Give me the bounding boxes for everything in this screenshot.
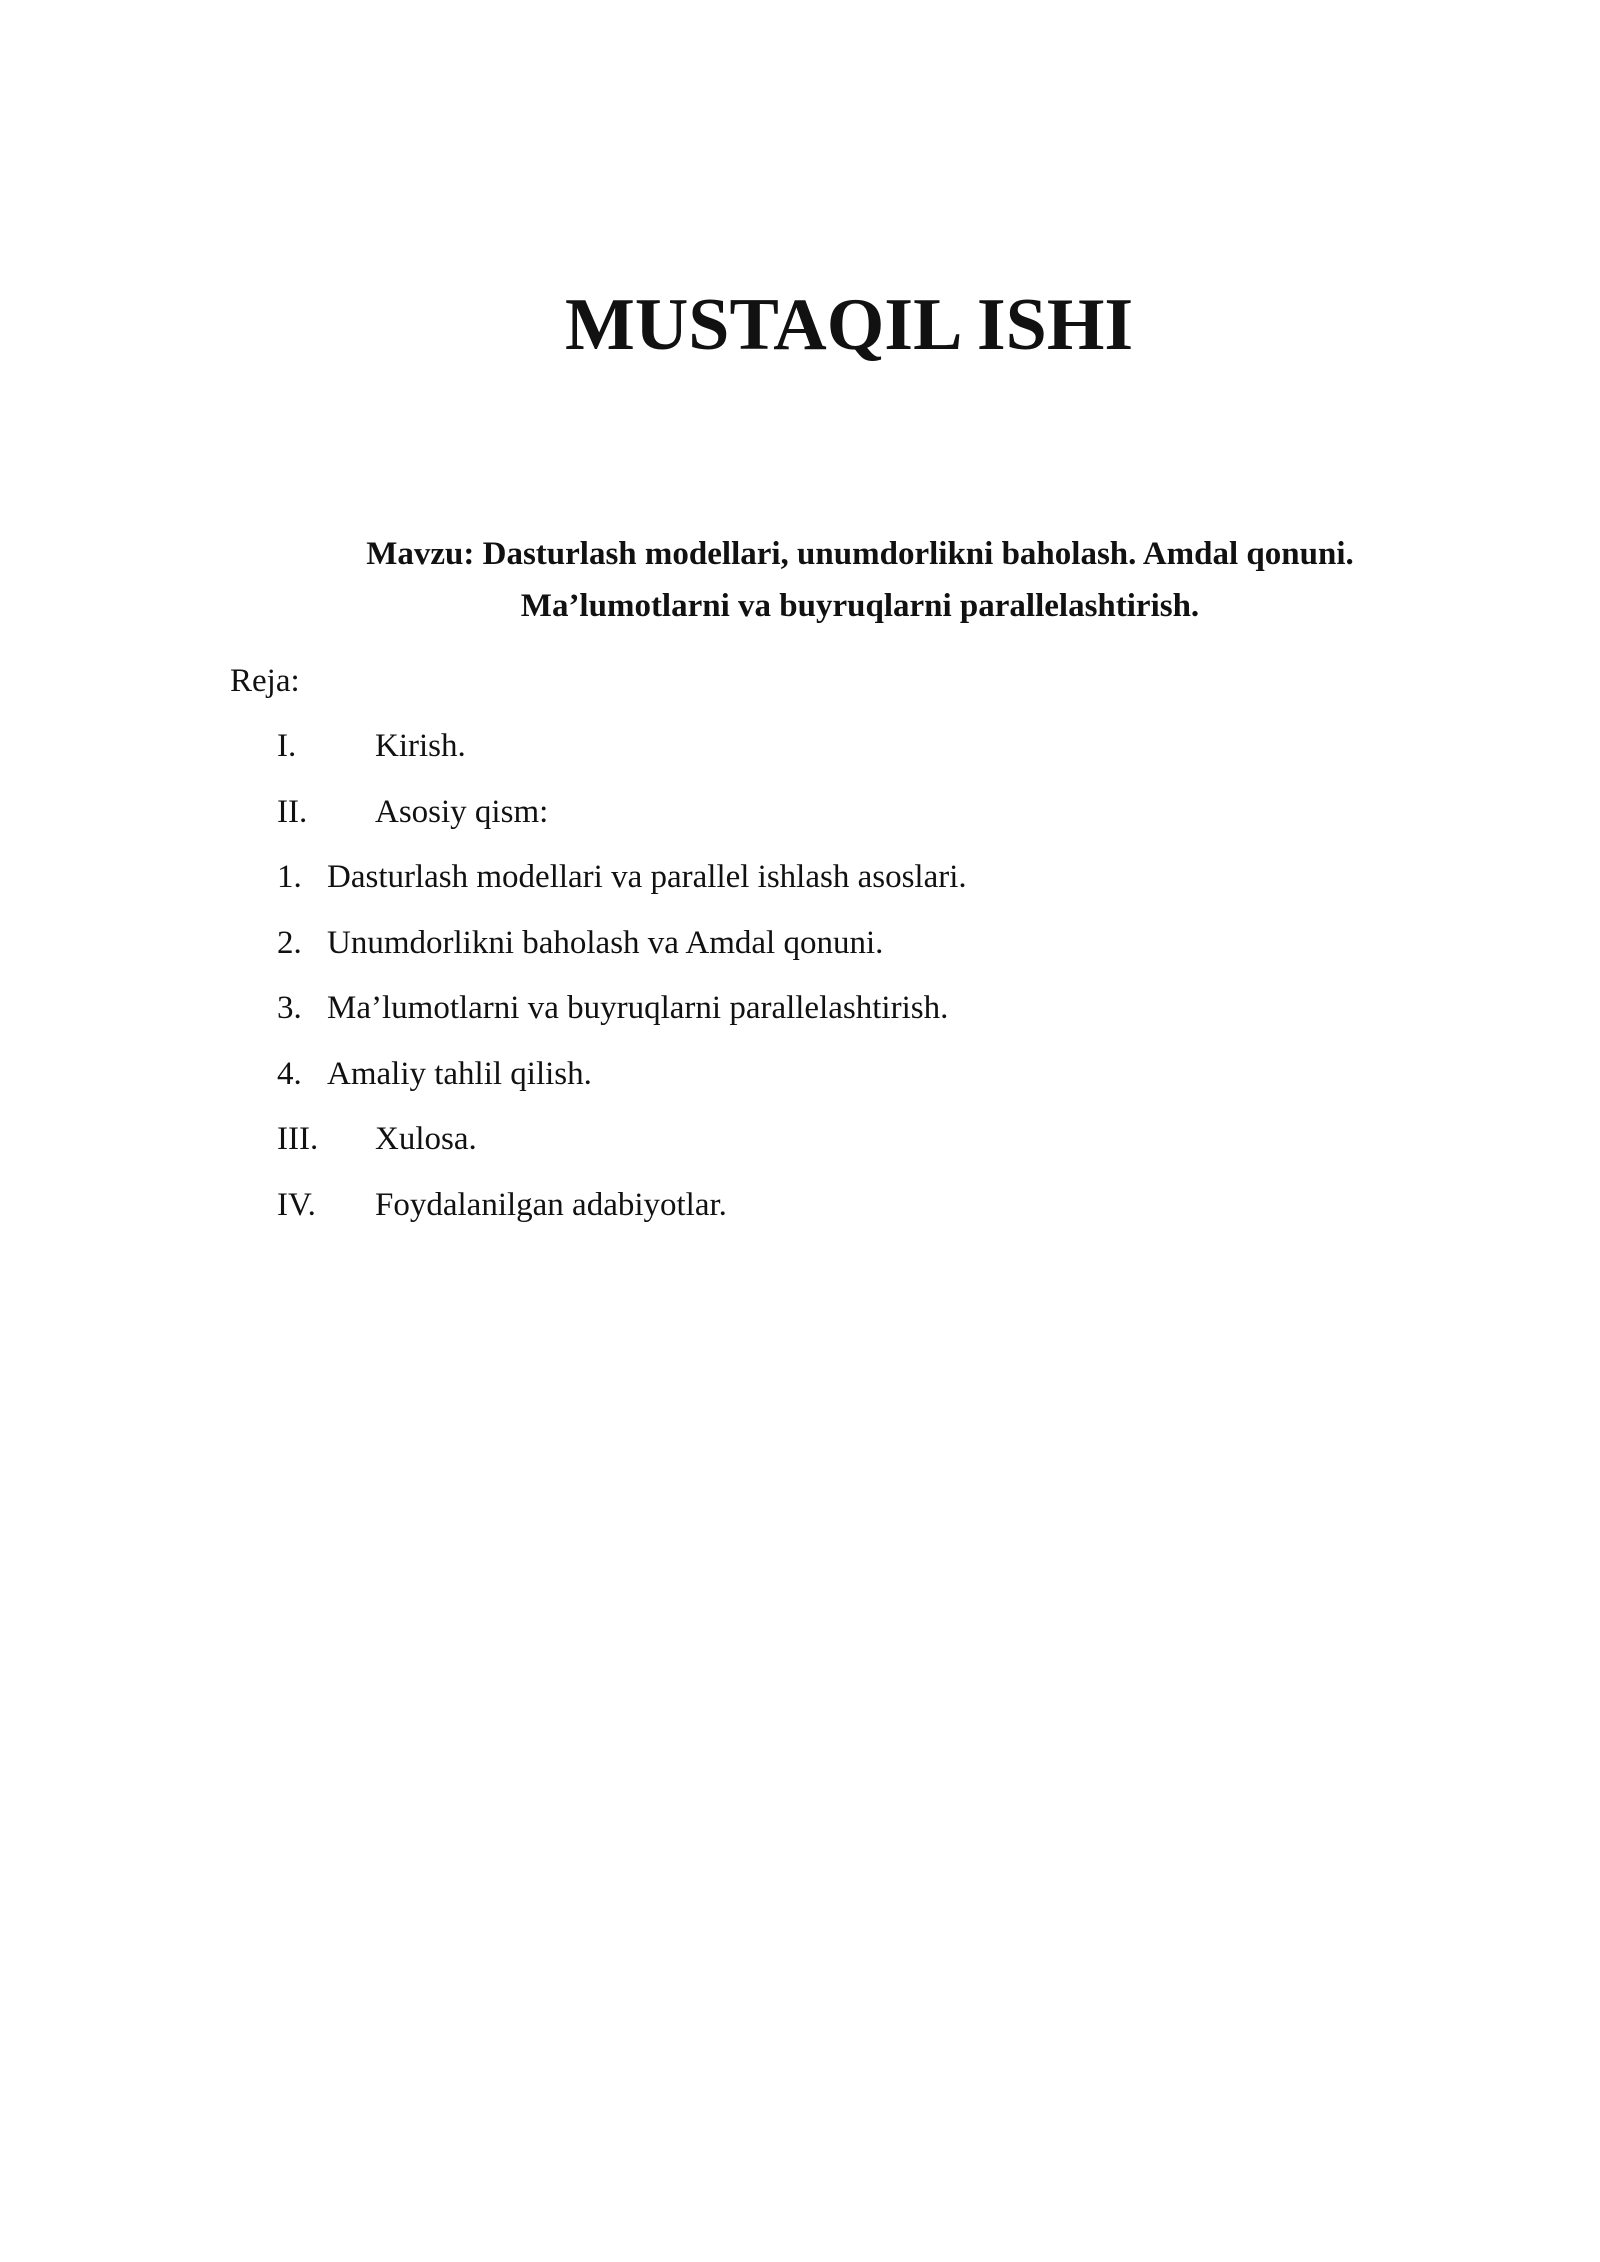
plan-item-number: 3. bbox=[277, 990, 302, 1026]
topic-heading bbox=[230, 528, 1490, 632]
plan-item-number: 4. bbox=[277, 1055, 302, 1092]
plan-item-number: III. bbox=[277, 1121, 319, 1157]
plan-item-number: II. bbox=[277, 793, 308, 830]
plan-item-number: IV. bbox=[277, 1186, 316, 1223]
plan-item-text: Amaliy tahlil qilish. bbox=[327, 1055, 592, 1092]
plan-item-number: 2. bbox=[277, 924, 302, 961]
plan-item-text: Xulosa. bbox=[375, 1121, 477, 1157]
topic-line-1: Mavzu: Dasturlash modellari, unumdorlikni baholash. Amdal qonuni. bbox=[366, 536, 1354, 572]
plan-item-text: Foydalanilgan adabiyotlar. bbox=[375, 1186, 727, 1223]
plan-label: Reja: bbox=[230, 663, 300, 699]
plan-item-text: Kirish. bbox=[375, 728, 466, 764]
plan-item-text: Asosiy qism: bbox=[375, 793, 549, 830]
plan-item-text: Dasturlash modellari va parallel ishlash asoslari. bbox=[327, 859, 967, 895]
plan-item-text: Ma’lumotlarni va buyruqlarni parallelashtirish. bbox=[327, 990, 949, 1026]
plan-item-number: I. bbox=[277, 728, 297, 764]
plan-item-text: Unumdorlikni baholash va Amdal qonuni. bbox=[327, 924, 884, 961]
topic-line-2: Ma’lumotlarni va buyruqlarni parallelashtirish. bbox=[520, 588, 1200, 624]
plan-item-number: 1. bbox=[277, 859, 302, 895]
document-title: MUSTAQIL ISHI bbox=[565, 284, 1134, 366]
